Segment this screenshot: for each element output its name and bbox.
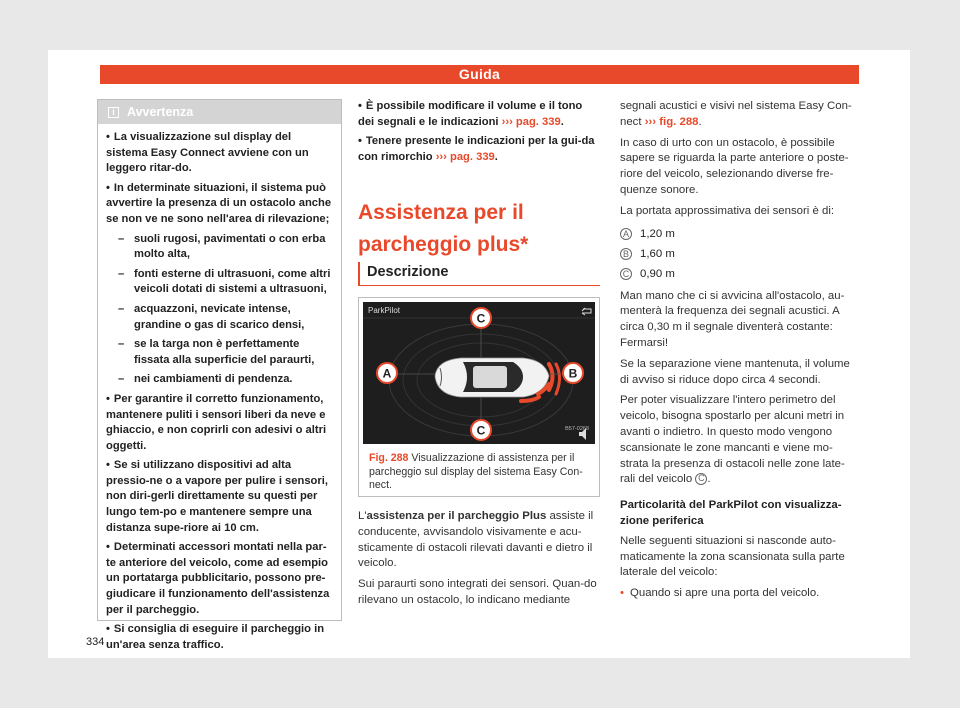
warning-item: • In determinate situazioni, il sistema può avvertire la presenza di un ostacolo anche se non ve ne sono nell'area di rilevazione;	[106, 181, 333, 228]
info-icon: i	[108, 107, 119, 118]
callout-b	[563, 363, 583, 383]
warning-subitem: – acquazzoni, nevicate intense, grandine o gas di scarico densi,	[106, 302, 333, 333]
label-c-icon: C	[620, 268, 632, 280]
warning-body	[98, 124, 341, 653]
parkpilot-screen	[363, 302, 595, 444]
column-3	[620, 99, 858, 607]
label-a-icon: A	[620, 228, 632, 240]
callout-a	[377, 363, 397, 383]
column-2-body	[358, 509, 602, 614]
warning-item: • Per garantire il corretto funzionamento, mantenere puliti i sensori liberi da neve e ghiaccio, e non coprirli con adesivi o altri oggetti.	[106, 392, 333, 454]
perimeter-text: Per poter visualizzare l'intero perimetro del veicolo, bisogna spostarlo per alcuni metri in avanti o indietro. In questo modo vengono scansionate le zone mancanti e viene mo-strata la presenza di ostacoli nelle zone late-rali del veicolo	[620, 394, 845, 486]
svg-text:B: B	[568, 366, 578, 381]
screen-title: ParkPilot	[368, 306, 401, 315]
distance-value: 0,90 m	[640, 267, 675, 280]
note-volume: • È possibile modificare il volume e il tono dei segnali e le indicazioni ››› pag. 339.	[358, 99, 600, 130]
distance-value: 1,60 m	[640, 247, 675, 260]
figure-link[interactable]: ››› fig. 288	[644, 115, 699, 128]
distance-item	[620, 245, 858, 263]
paragraph-collision: In caso di urto con un ostacolo, è possibile sapere se riguarda la parte anteriore o poste-riore del veicolo, selezionando diverse fre-quenze sonore.	[620, 136, 849, 196]
warning-box	[97, 99, 342, 651]
warning-subitem: – fonti esterne di ultrasuoni, come altri veicoli dotati di sistemi a ultrasuoni,	[106, 267, 333, 298]
svg-text:C: C	[476, 423, 486, 438]
paragraph-volume: Se la separazione viene mantenuta, il volume di avviso si riduce dopo circa 4 secondi.	[620, 357, 850, 386]
warning-item: • Determinati accessori montati nella par-te anteriore del veicolo, come ad esempio un portatarga pubblicitario, possono pre-giudicare il funzionamento dell'assistenza per il parcheggio.	[106, 540, 333, 618]
page-link[interactable]: ››› pag. 339	[501, 115, 561, 128]
signals-text: segnali acustici e visivi nel sistema Easy Con-nect	[620, 100, 852, 128]
paragraph-signals: segnali acustici e visivi nel sistema Easy Con-nect ››› fig. 288.	[620, 100, 852, 128]
paragraph-intro	[358, 509, 602, 572]
page-header: Guida	[100, 65, 859, 84]
paragraph-perimeter	[620, 393, 858, 488]
page-number: 334	[86, 636, 105, 648]
label-b-icon: B	[620, 248, 632, 260]
warning-subitem: – nei cambiamenti di pendenza.	[106, 372, 333, 388]
column-2-top	[358, 99, 600, 169]
page-link[interactable]: ››› pag. 339	[435, 150, 495, 163]
distance-item	[620, 225, 858, 243]
paragraph-hide: Nelle seguenti situazioni si nasconde auto-maticamente la zona scansionata sulla parte laterale del veicolo:	[620, 534, 845, 579]
parkpilot-illustration	[363, 302, 595, 444]
car-top-view	[435, 358, 549, 397]
intro-post: assiste il conducente, avvisandolo visivamente e acu-sticamente di ostacoli rilevati davanti e dietro il veicolo.	[358, 510, 594, 570]
subheading-peripheral: Particolarità del ParkPilot con visualizza-zione periferica	[620, 499, 842, 527]
warning-item: • La visualizzazione sul display del sistema Easy Connect avviene con un leggero ritar-do.	[106, 130, 333, 177]
paragraph-approach: Man mano che ci si avvicina all'ostacolo, au-menterà la frequenza dei segnali acustici. A circa 0,30 m il segnale diventerà costante: Fermarsi!	[620, 289, 845, 349]
figure-label: Fig. 288	[369, 452, 409, 464]
figure-288	[358, 297, 600, 497]
subsection-title: Descrizione	[367, 264, 449, 280]
callout-c-bottom	[471, 420, 491, 440]
callout-c-top	[471, 308, 491, 328]
warning-subitem: – suoli rugosi, pavimentati o con erba molto alta,	[106, 232, 333, 263]
section-title: Assistenza per il parcheggio plus*	[358, 201, 529, 256]
figure-code: B57-0268	[565, 426, 589, 432]
perimeter-end: .	[707, 473, 711, 486]
warning-item: • Si consiglia di eseguire il parcheggio in un'area senza traffico.	[106, 622, 333, 653]
paragraph-sensors: Sui paraurti sono integrati dei sensori. Quan-do rilevano un ostacolo, lo indicano mediante	[358, 578, 597, 606]
label-c-ref-icon: C	[695, 473, 707, 485]
warning-header	[98, 100, 341, 124]
distance-value: 1,20 m	[640, 227, 675, 240]
svg-text:C: C	[476, 311, 486, 326]
warning-title: Avvertenza	[127, 105, 194, 119]
note-volume-text: È possibile modificare il volume e il tono dei segnali e le indicazioni	[358, 100, 583, 128]
warning-item: • Se si utilizzano dispositivi ad alta pressio-ne o a vapore per pulire i sensori, non diri-gerli direttamente su questi per lungo tem-po e mantenere sempre una distanza supe-riore ai 10 cm.	[106, 458, 333, 536]
paragraph-range: La portata approssimativa dei sensori è di:	[620, 204, 835, 217]
note-trailer: • Tenere presente le indicazioni per la gui-da con rimorchio ››› pag. 339.	[358, 134, 600, 165]
distance-item	[620, 265, 858, 283]
bullet-door: • Quando si apre una porta del veicolo.	[620, 586, 858, 602]
intro-bold: assistenza per il parcheggio Plus	[366, 510, 547, 522]
note-trailer-text: Tenere presente le indicazioni per la gui-da con rimorchio	[358, 135, 595, 163]
figure-caption	[369, 452, 591, 493]
warning-subitem: – se la targa non è perfettamente fissata alla superficie del paraurti,	[106, 337, 333, 368]
svg-text:A: A	[382, 366, 392, 381]
intro-pre: L'	[358, 510, 367, 522]
figure-caption-text: Visualizzazione di assistenza per il parcheggio sul display del sistema Easy Con-nect.	[369, 452, 583, 491]
